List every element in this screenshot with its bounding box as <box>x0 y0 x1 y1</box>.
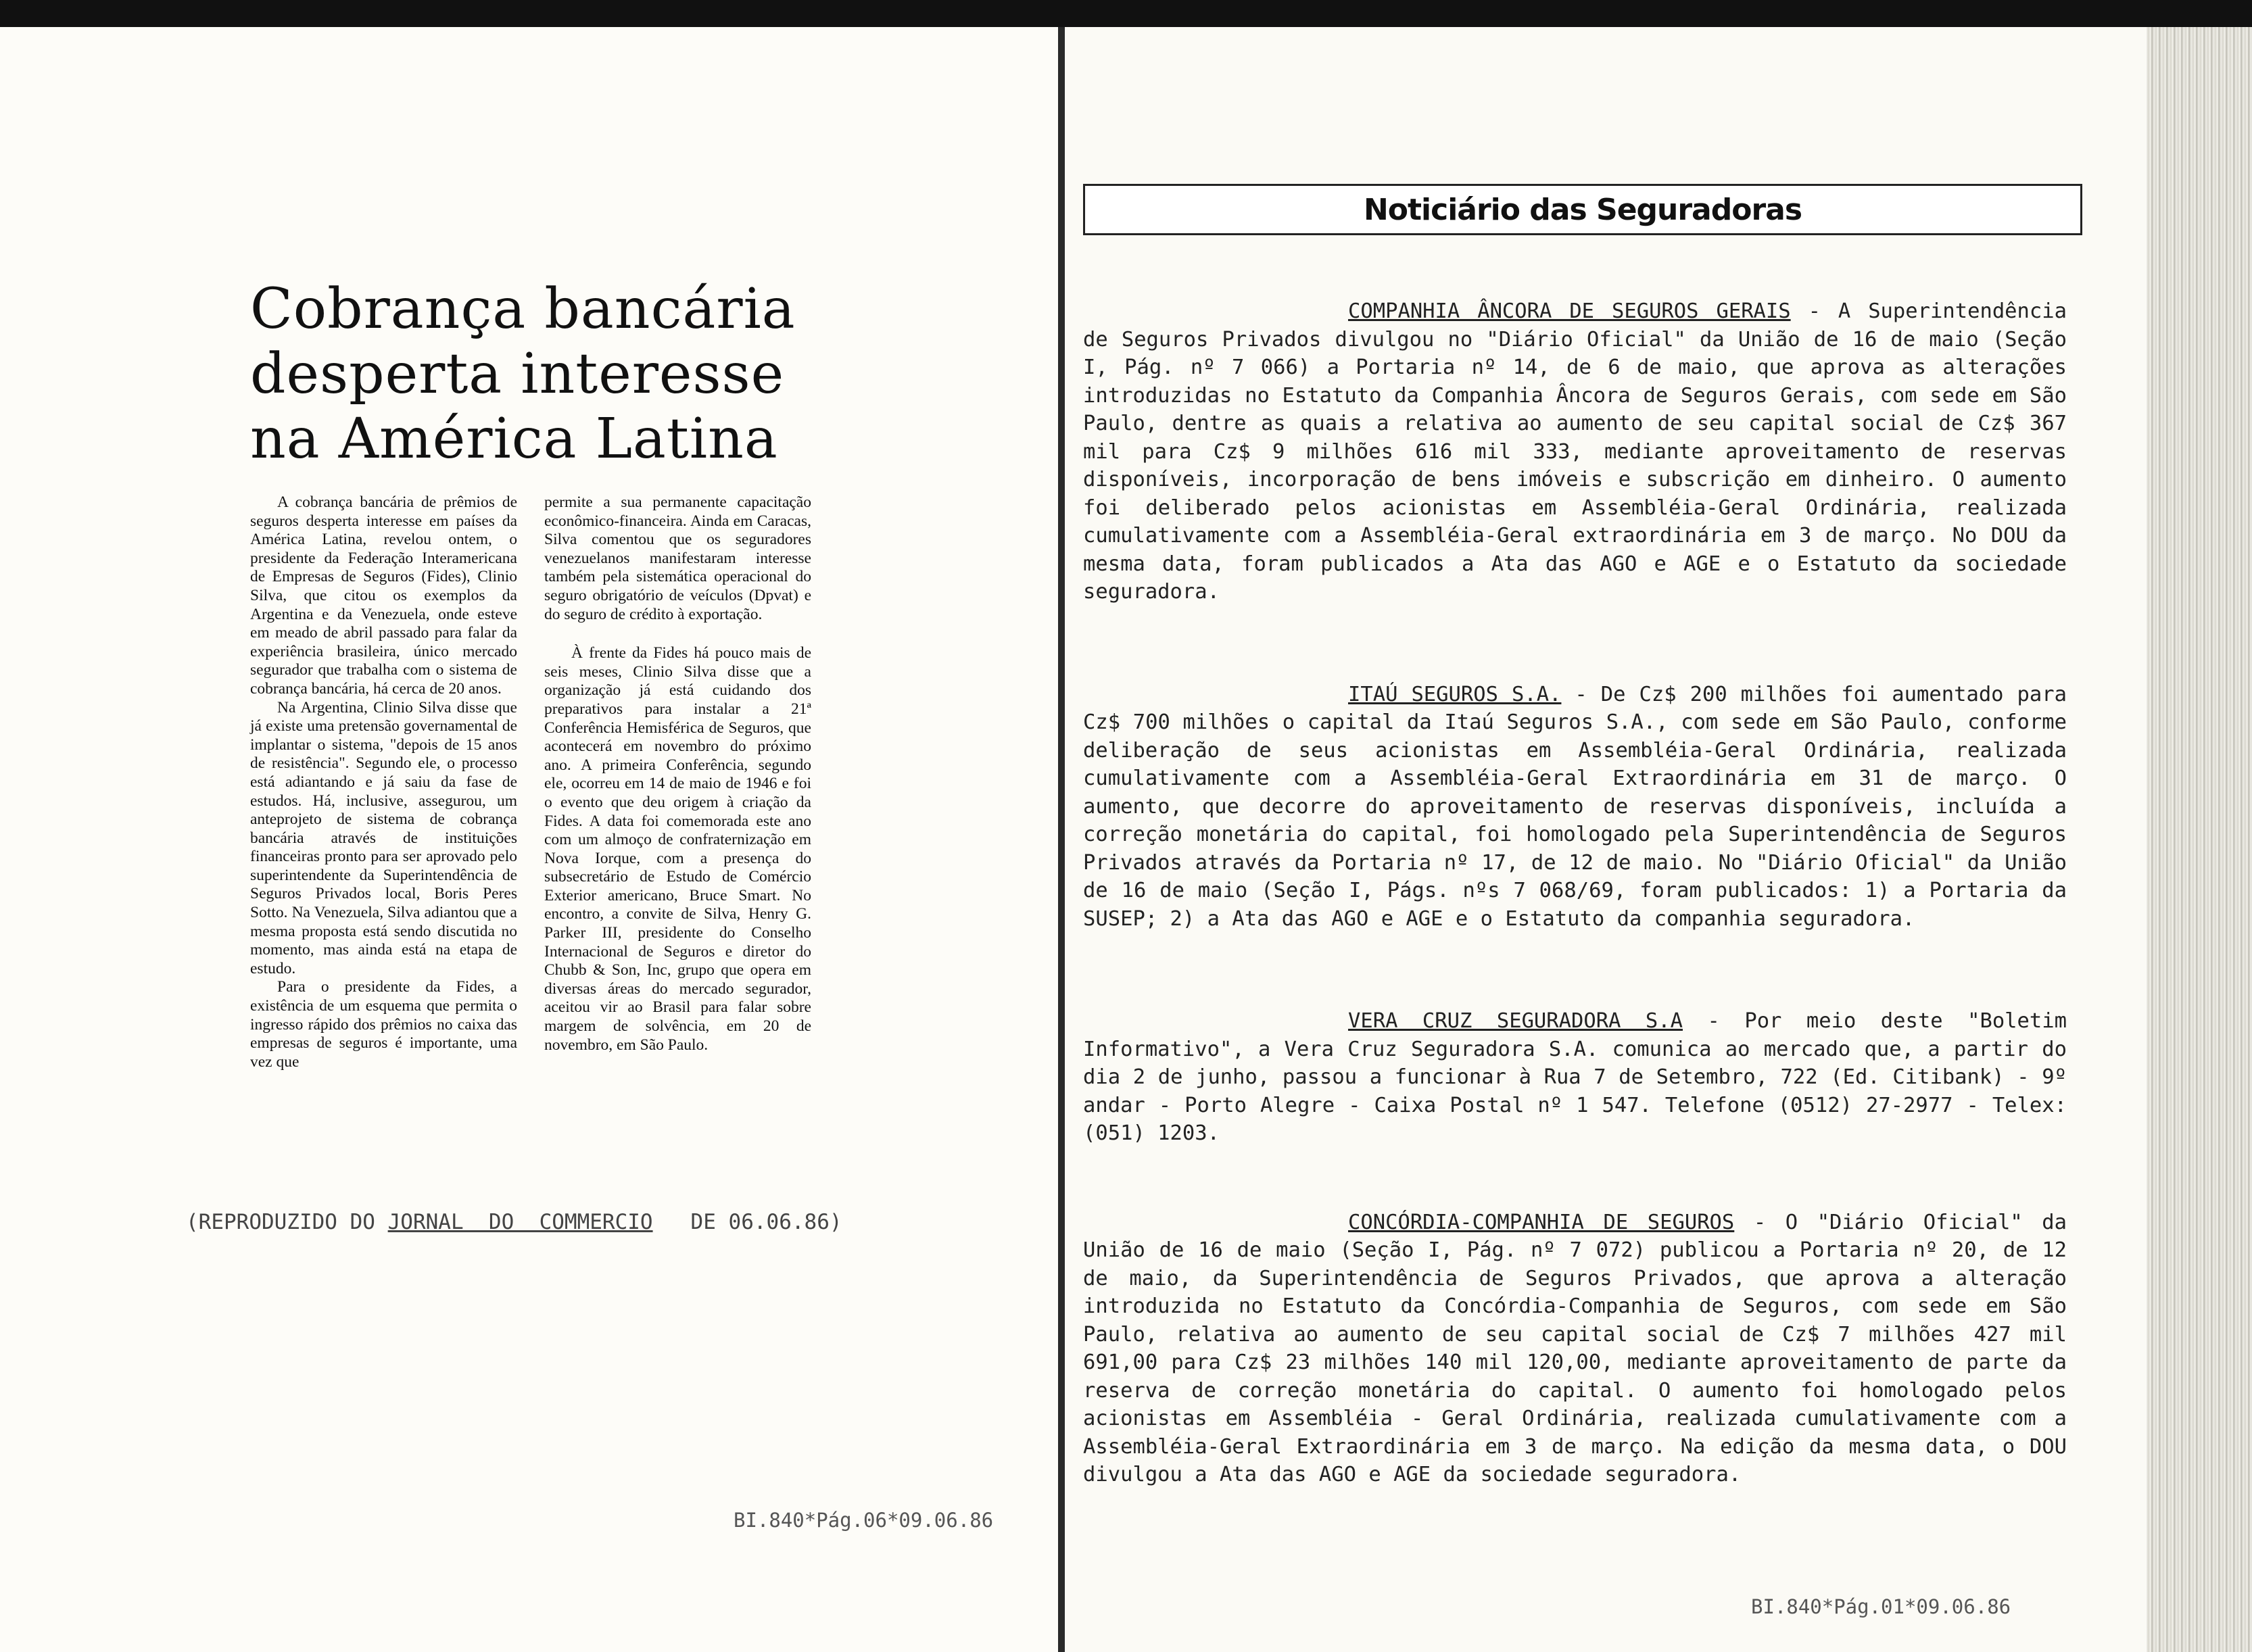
news-items <box>1083 297 2067 1489</box>
clipping-paragraph: Na Argentina, Clinio Silva disse que já existe uma pretensão governamental de implantar o sistema, "depois de 15 anos de resistência". Segundo ele, o processo está adiantando e já saiu da fase de estudos. Há, inclusive, assegurou, um anteprojeto de sistema de cobrança bancária através de instituições financeiras pronto para ser aprovado pelo superintendente da Superintendência de Seguros Privados local, Boris Peres Sotto. Na Venezuela, Silva adiantou que a mesma proposta está sendo discutida no momento, mas ainda está na etapa de estudo. <box>250 698 517 977</box>
clipping-column-2 <box>544 493 811 1071</box>
news-body: - O "Diário Oficial" da União de 16 de maio (Seção I, Pág. nº 7 072) publicou a Portaria nº 20, de 12 de maio, da Superintendência de Seguros Privados, que aprova a alteração introduzida no Estatuto da Concórdia-Companhia de Seguros, com sede em São Paulo, relativa ao aumento de seu capital social de Cz$ 7 milhões 427 mil 691,00 para Cz$ 23 milhões 140 mil 120,00, mediante aproveitamento de parte da reserva de correção monetária do capital. O aumento foi homologado pelos acionistas em Assembléia - Geral Ordinária, realizada cumulativamente com a Assembléia-Geral Extraordinária em 3 de março. Na edição da mesma data, o DOU divulgou a Ata das AGO e AGE da sociedade seguradora. <box>1083 1210 2067 1486</box>
news-item <box>1083 1007 2067 1148</box>
section-title: Noticiário das Seguradoras <box>1363 192 1802 227</box>
company-name: COMPANHIA ÂNCORA DE SEGUROS GERAIS <box>1348 299 1791 323</box>
right-page-footer: BI.840*Pág.01*09.06.86 <box>1751 1595 2011 1618</box>
company-name: ITAÚ SEGUROS S.A. <box>1348 682 1562 706</box>
clipping-column-1 <box>250 493 517 1071</box>
section-header <box>1083 184 2082 235</box>
clipping-paragraph: permite a sua permanente capacitação econômico-financeira. Ainda em Caracas, Silva comentou que os seguradores venezuelanos manifestaram interesse também pela sistemática operacional do seguro obrigatório de veículos (Dpvat) e do seguro de crédito à exportação. <box>544 493 811 623</box>
left-page-footer: BI.840*Pág.06*09.06.86 <box>734 1509 994 1532</box>
news-item <box>1083 1209 2067 1489</box>
clipping-paragraph: À frente da Fides há pouco mais de seis meses, Clinio Silva disse que a organização já está cuidando dos preparativos para instalar a 21ª Conferência Hemisférica de Seguros, que acontecerá em novembro do próximo ano. A primeira Conferência, segundo ele, ocorreu em 14 de maio de 1946 e foi o evento que deu origem à criação da Fides. A data foi comemorada este ano com um almoço de confraternização em Nova Iorque, com a presença do subsecretário de Estudo de Comércio Exterior americano, Bruce Smart. No encontro, a convite de Silva, Henry G. Parker III, presidente do Conselho Internacional de Seguros e diretor do Chubb & Son, Inc, grupo que opera em diversas áreas do mercado segurador, aceitou vir ao Brasil para falar sobre margem de solvência, em 20 de novembro, em São Paulo. <box>544 644 811 1054</box>
company-name: VERA CRUZ SEGURADORA S.A <box>1348 1009 1683 1033</box>
reproduction-suffix: DE 06.06.86) <box>652 1210 842 1234</box>
clipping-paragraph: Para o presidente da Fides, a existência de um esquema que permita o ingresso rápido dos prêmios no caixa das empresas de seguros é importante, uma vez que <box>250 978 517 1071</box>
reproduction-source: JORNAL DO COMMERCIO <box>387 1210 653 1234</box>
newspaper-clipping <box>250 277 811 1156</box>
news-body: - A Superintendência de Seguros Privados divulgou no "Diário Oficial" da União de 16 de maio (Seção I, Pág. nº 7 066) a Portaria nº 14, de 6 de maio, que aprova as alterações introduzidas no Estatuto da Companhia Âncora de Seguros Gerais, com sede em São Paulo, dentre as quais a relativa ao aumento de seu capital social de Cz$ 367 mil para Cz$ 9 milhões 616 mil 333, mediante aproveitamento de reservas disponíveis, incorporação de bens imóveis e subscrição em dinheiro. O aumento foi deliberado pelos acionistas em Assembléia-Geral Ordinária, realizada cumulativamente com a Assembléia-Geral extraordinária em 3 de março. No DOU da mesma data, foram publicados a Ata das AGO e AGE e o Estatuto da sociedade seguradora. <box>1083 299 2067 604</box>
news-item <box>1083 297 2067 606</box>
book-gutter <box>1058 27 1065 1652</box>
company-name: CONCÓRDIA-COMPANHIA DE SEGUROS <box>1348 1210 1735 1234</box>
clipping-paragraph: A cobrança bancária de prêmios de seguros desperta interesse em países da América Latina, revelou ontem, o presidente da Federação Interamericana de Empresas de Seguros (Fides), Clinio Silva, que citou os exemplos da Argentina e da Venezuela, onde esteve em meado de abril passado para falar da experiência brasileira, único mercado segurador que trabalha com o sistema de cobrança bancária, há cerca de 20 anos. <box>250 493 517 698</box>
clipping-headline: Cobrança bancária desperta interesse na América Latina <box>250 277 796 471</box>
news-item <box>1083 681 2067 933</box>
news-body: - De Cz$ 200 milhões foi aumentado para Cz$ 700 milhões o capital da Itaú Seguros S.A., com sede em São Paulo, conforme deliberação de seus acionistas em Assembléia-Geral Ordinária, realizada cumulativamente com a Assembléia-Geral Extraordinária em 31 de março. O aumento, que decorre do aproveitamento de reservas disponíveis, incluída a correção monetária do capital, foi homologado pela Superintendência de Seguros Privados através da Portaria nº 17, de 12 de maio. No "Diário Oficial" da União de 16 de maio (Seção I, Págs. nºs 7 068/69, foram publicados: 1) a Portaria da SUSEP; 2) a Ata das AGO e AGE e o Estatuto da companhia seguradora. <box>1083 682 2067 931</box>
clipping-columns <box>250 493 811 1071</box>
scan-border-top <box>0 0 2252 27</box>
reproduction-note <box>186 1210 842 1234</box>
news-body: - Por meio deste "Boletim Informativo", a Vera Cruz Seguradora S.A. comunica ao mercado que, a partir do dia 2 de junho, passou a funcionar à Rua 7 de Setembro, 722 (Ed. Citibank) - 9º andar - Porto Alegre - Caixa Postal nº 1 547. Telefone (0512) 27-2977 - Telex: (051) 1203. <box>1083 1009 2067 1145</box>
page-edges <box>2147 27 2252 1652</box>
reproduction-prefix: (REPRODUZIDO DO <box>186 1210 388 1234</box>
